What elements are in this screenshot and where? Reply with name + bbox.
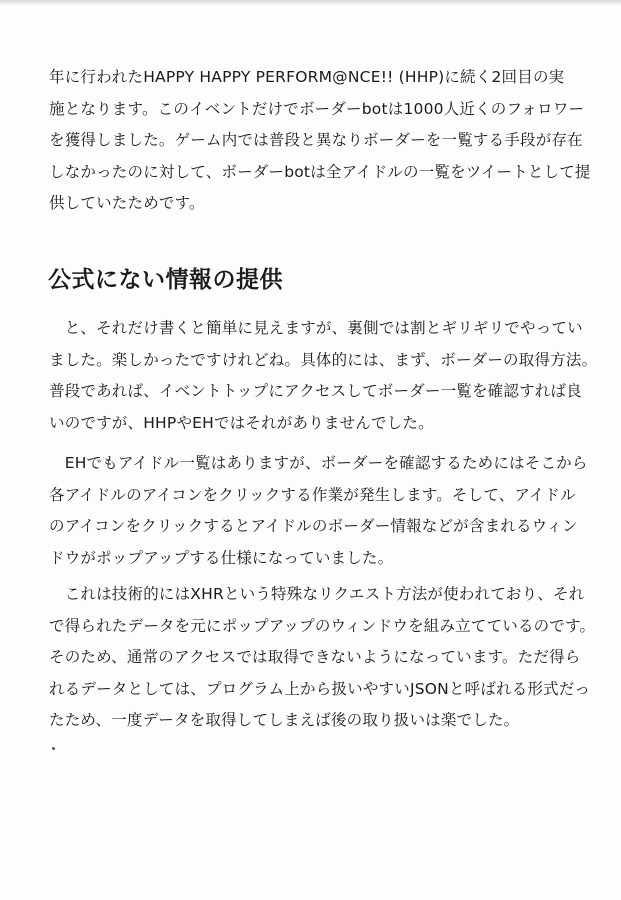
text-line: これは技術的にはXHRという特殊なリクエスト方法が使われており、それ <box>49 585 585 603</box>
text-line: と、それだけ書くと簡単に見えますが、裏側では割とギリギリでやってい <box>49 319 583 337</box>
text-line: 各アイドルのアイコンをクリックする作業が発生します。そして、アイドル <box>49 485 576 504</box>
text-line: で得られたデータを元にポップアップのウィンドウを組み立てているのです。 <box>49 616 596 635</box>
text-line: いのですが、HHPやEHではそれがありませんでした。 <box>49 413 434 432</box>
paragraph-border-fetch <box>49 313 598 439</box>
paragraph-intro <box>49 62 591 220</box>
text-line: 施となります。このイベントだけでボーダーbotは1000人近くのフォロワー <box>49 99 585 118</box>
text-line: EHでもアイドル一覧はありますが、ボーダーを確認するためにはそこから <box>49 454 588 472</box>
text-line: 供していたためです。 <box>49 194 205 212</box>
text-line: しなかったのに対して、ボーダーbotは全アイドルの一覧をツイートとして提 <box>49 162 591 181</box>
text-line: を獲得しました。ゲーム内では普段と異なりボーダーを一覧する手段が存在 <box>49 131 583 149</box>
text-line: たため、一度データを取得してしまえば後の取り扱いは楽でした。 <box>49 711 520 729</box>
section-heading: 公式にない情報の提供 <box>48 267 283 293</box>
paragraph-eh-idol-list <box>49 448 588 574</box>
scan-top-edge <box>0 0 621 6</box>
text-line: 年に行われたHAPPY HAPPY PERFORM@NCE!! (HHP)に続く2回目の実 <box>49 68 565 86</box>
paragraph-xhr <box>49 579 596 737</box>
text-line: ドウがポップアップする仕様になっていました。 <box>49 548 394 567</box>
scan-speck <box>52 747 55 750</box>
text-line: 普段であれば、イベントトップにアクセスしてボーダー一覧を確認すれば良 <box>49 382 582 400</box>
text-line: れるデータとしては、プログラム上から扱いやすいJSONと呼ばれる形式だっ <box>49 679 591 698</box>
text-line: そのため、通常のアクセスでは取得できないようになっています。ただ得ら <box>49 648 581 666</box>
text-line: のアイコンをクリックするとアイドルのボーダー情報などが含まれるウィン <box>49 517 578 535</box>
text-line: ました。楽しかったですけれどね。具体的には、まず、ボーダーの取得方法。 <box>49 350 598 369</box>
